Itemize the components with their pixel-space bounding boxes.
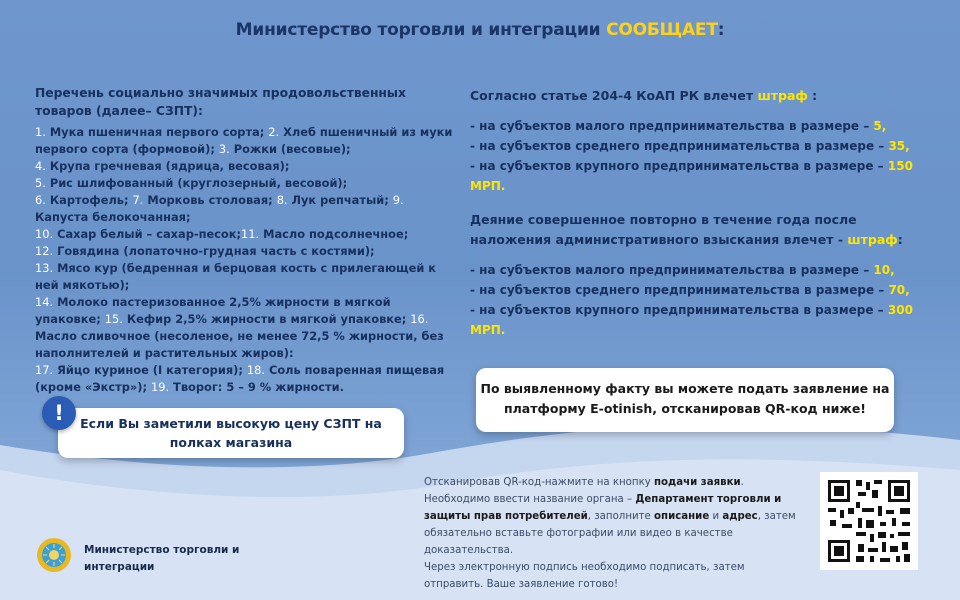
- list-item: [35, 363, 247, 377]
- list-item-number: 2.: [268, 125, 280, 139]
- fine-item: [470, 260, 940, 280]
- list-item-text: Творог: 5 – 9 % жирности.: [169, 380, 344, 394]
- exclamation-icon: !: [42, 396, 76, 430]
- fine-amount: 300 МРП.: [470, 303, 913, 337]
- repeat-offense-text: Деяние совершенное повторно в течение года после наложения административного взыскания влечет - штраф:: [470, 212, 903, 247]
- list-item-text: Крупа гречневая (ядрица, весовая);: [45, 159, 290, 173]
- fine-amount: 70,: [888, 283, 910, 297]
- list-item-text: Морковь столовая;: [143, 193, 277, 207]
- list-item-number: 16.: [410, 312, 429, 326]
- list-item-number: 14.: [35, 295, 54, 309]
- report-card: По выявленному факту вы можете подать заявление на платформу E-otinish, отсканировав QR-код ниже!: [476, 368, 894, 432]
- fine-item-text: - на субъектов среднего предпринимательства в размере –: [470, 283, 889, 297]
- kazakhstan-emblem-icon: [36, 537, 72, 573]
- list-item-text: Мясо кур (бедренная и берцовая кость с прилегающей к ней мякотью);: [35, 261, 437, 292]
- list-item-number: 3.: [218, 142, 230, 156]
- fine-amount: 35,: [888, 139, 910, 153]
- list-item: [35, 125, 268, 139]
- fine-list-repeat: [470, 260, 940, 340]
- fines-section: [470, 86, 940, 340]
- fine-item-text: - на субъектов малого предпринимательства в размере –: [470, 119, 874, 133]
- list-item-number: 5.: [35, 176, 46, 190]
- list-item-number: 18.: [246, 363, 265, 377]
- fine-amount: 5,: [873, 119, 887, 133]
- list-item-number: 12.: [35, 244, 54, 258]
- list-item: [241, 227, 408, 241]
- list-item-text: Кефир 2,5% жирности в мягкой упаковке;: [122, 312, 411, 326]
- list-item-number: 10.: [35, 227, 54, 241]
- list-item-number: 1.: [35, 125, 46, 139]
- list-item: [219, 142, 351, 156]
- list-item-text: Масло подсолнечное;: [259, 227, 409, 241]
- fine-item: [470, 156, 940, 196]
- product-list-heading: Перечень социально значимых продовольственных товаров (далее– СЗПТ):: [35, 86, 406, 118]
- fine-item-text: - на субъектов малого предпринимательства в размере –: [470, 263, 874, 277]
- list-item-text: Хлеб пшеничный из муки первого сорта (формовой);: [35, 125, 453, 156]
- list-item-text: Картофель;: [45, 193, 133, 207]
- list-item-number: 6.: [35, 193, 46, 207]
- fine-item-text: - на субъектов крупного предпринимательства в размере –: [470, 303, 888, 317]
- list-item-text: Капуста белокочанная;: [35, 210, 191, 224]
- qr-code-icon[interactable]: [820, 472, 918, 570]
- fine-item-text: - на субъектов среднего предпринимательства в размере –: [470, 139, 889, 153]
- list-item-text: Лук репчатый;: [287, 193, 393, 207]
- list-item-text: Говядина (лопаточно-грудная часть с костями);: [53, 244, 375, 258]
- list-item: [35, 261, 436, 292]
- list-item-text: Яйцо куриное (I категория);: [53, 363, 247, 377]
- list-item-text: Рис шлифованный (круглозерный, весовой);: [45, 176, 348, 190]
- list-item: [151, 380, 344, 394]
- list-item: [133, 193, 277, 207]
- list-item: [277, 193, 393, 207]
- fine-item: [470, 136, 940, 156]
- list-item: [35, 244, 375, 258]
- list-item: [35, 176, 347, 190]
- product-list: [35, 84, 455, 396]
- list-item-number: 7.: [132, 193, 144, 207]
- qr-instructions: Отсканировав QR-код-нажмите на кнопку подачи заявки. Необходимо ввести название органа – Департамент торговли и защиты прав потребителей, заполните описание и адрес, затем обязательно вставьте фотографии или видео в качестве доказательства. Через электронную подпись необходимо подписать, затем отправить. Ваше заявление готово!: [424, 477, 796, 590]
- list-item-number: 15.: [104, 312, 123, 326]
- fine-item-text: - на субъектов крупного предпринимательства в размере –: [470, 159, 888, 173]
- fine-amount: 150 МРП.: [470, 159, 913, 193]
- list-item-number: 9.: [392, 193, 404, 207]
- list-item-text: Масло сливочное (несоленое, не менее 72,5 % жирности, без наполнителей и растительных жиров):: [35, 329, 444, 360]
- list-item: [35, 193, 133, 207]
- list-item: [105, 312, 411, 326]
- list-item-number: 19.: [150, 380, 170, 394]
- list-item: [35, 227, 241, 241]
- page-title: Министерство торговли и интеграции СООБЩАЕТ:: [235, 20, 725, 40]
- list-item-text: Мука пшеничная первого сорта;: [45, 125, 269, 139]
- list-item-text: Соль поваренная пищевая (кроме «Экстр»);: [35, 363, 445, 394]
- fine-item: [470, 300, 940, 340]
- fine-item: [470, 116, 940, 136]
- list-item: [35, 159, 289, 173]
- list-item-number: 17.: [35, 363, 54, 377]
- list-item-text: Молоко пастеризованное 2,5% жирности в мягкой упаковке;: [35, 295, 391, 326]
- product-items: [35, 124, 455, 396]
- list-item-number: 11.: [241, 227, 260, 241]
- list-item-number: 4.: [35, 159, 46, 173]
- fine-list-first: [470, 116, 940, 196]
- fine-amount: 10,: [873, 263, 895, 277]
- list-item-number: 13.: [35, 261, 54, 275]
- list-item-text: Сахар белый – сахар-песок;: [53, 227, 242, 241]
- fine-item: [470, 280, 940, 300]
- high-price-card: Если Вы заметили высокую цену СЗПТ на полках магазина: [58, 408, 404, 458]
- list-item-number: 8.: [276, 193, 288, 207]
- list-item-text: Рожки (весовые);: [229, 142, 351, 156]
- fine-intro: Согласно статье 204-4 КоАП РК влечет штраф :: [470, 88, 818, 103]
- ministry-name: Министерство торговли и интеграции: [84, 544, 240, 573]
